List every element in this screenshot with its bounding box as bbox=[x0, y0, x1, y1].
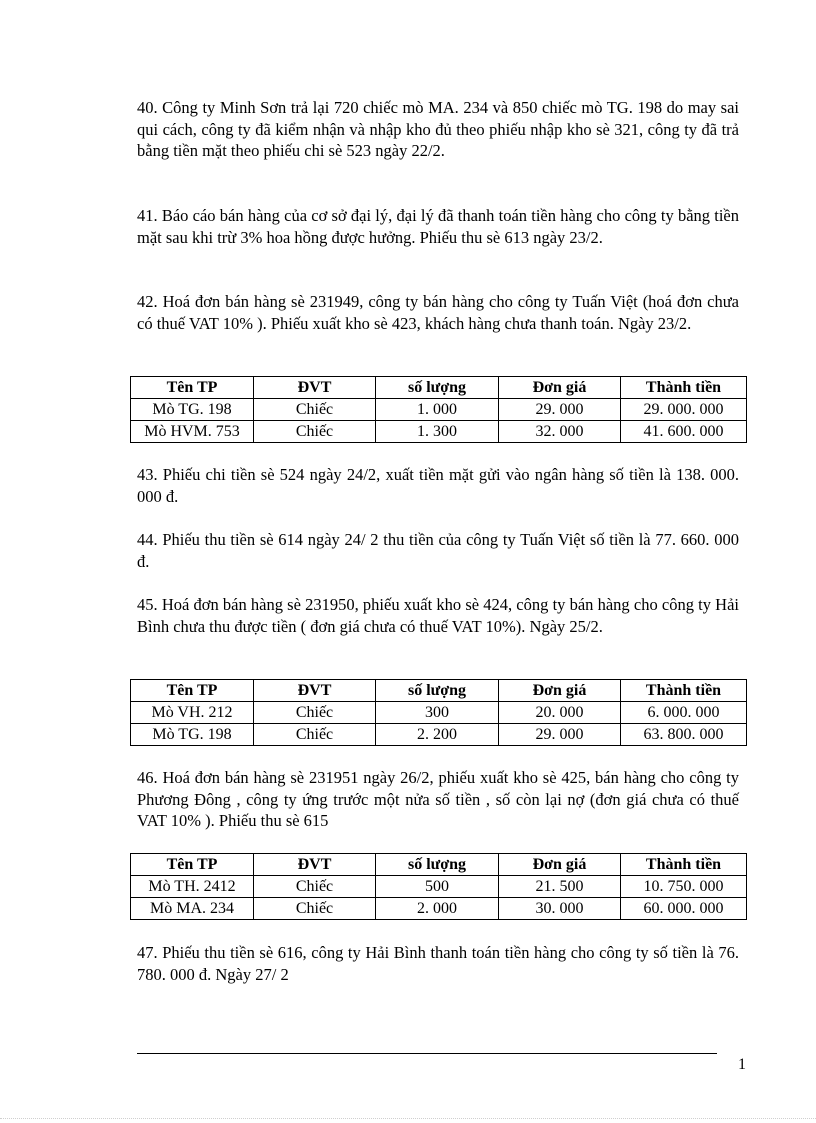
table-row bbox=[131, 898, 747, 920]
paragraph-44: 44. Phiếu thu tiền sè 614 ngày 24/ 2 thu tiền của công ty Tuấn Việt số tiền là 77. 660. 000 đ. bbox=[137, 530, 739, 571]
col-header-price: Đơn giá bbox=[499, 377, 621, 399]
paragraph-45: 45. Hoá đơn bán hàng sè 231950, phiếu xuất kho sè 424, công ty bán hàng cho công ty Hải Bình chưa thu được tiền ( đơn giá chưa có thuế VAT 10%). Ngày 25/2. bbox=[137, 595, 739, 636]
cell-name: Mò TH. 2412 bbox=[131, 876, 254, 898]
cell-name: Mò VH. 212 bbox=[131, 702, 254, 724]
paragraph-47: 47. Phiếu thu tiền sè 616, công ty Hải Bình thanh toán tiền hàng cho công ty số tiền là 76. 780. 000 đ. Ngày 27/ 2 bbox=[137, 943, 739, 984]
paragraph-42: 42. Hoá đơn bán hàng sè 231949, công ty bán hàng cho công ty Tuấn Việt (hoá đơn chưa có thuế VAT 10% ). Phiếu xuất kho sè 423, khách hàng chưa thanh toán. Ngày 23/2. bbox=[137, 292, 739, 333]
goods-table-3 bbox=[130, 853, 747, 920]
cell-name: Mò TG. 198 bbox=[131, 724, 254, 746]
col-header-unit: ĐVT bbox=[254, 377, 376, 399]
col-header-unit: ĐVT bbox=[254, 680, 376, 702]
table-row bbox=[131, 724, 747, 746]
col-header-total: Thành tiền bbox=[621, 680, 747, 702]
cell-name: Mò TG. 198 bbox=[131, 399, 254, 421]
cell-name: Mò MA. 234 bbox=[131, 898, 254, 920]
col-header-qty: số lượng bbox=[376, 377, 499, 399]
col-header-name: Tên TP bbox=[131, 680, 254, 702]
table-row bbox=[131, 421, 747, 443]
page-number: 1 bbox=[738, 1056, 746, 1073]
col-header-qty: số lượng bbox=[376, 854, 499, 876]
cell-price: 29. 000 bbox=[499, 399, 621, 421]
col-header-qty: số lượng bbox=[376, 680, 499, 702]
col-header-price: Đơn giá bbox=[499, 680, 621, 702]
cell-unit: Chiếc bbox=[254, 702, 376, 724]
paragraph-46: 46. Hoá đơn bán hàng sè 231951 ngày 26/2, phiếu xuất kho sè 425, bán hàng cho công ty Phương Đông , công ty ứng trước một nửa số tiền , số còn lại nợ (đơn giá chưa có thuế VAT 10% ). Phiếu thu sè 615 bbox=[137, 768, 739, 830]
cell-price: 21. 500 bbox=[499, 876, 621, 898]
table-row bbox=[131, 399, 747, 421]
goods-table-2 bbox=[130, 679, 747, 746]
table-header-row bbox=[131, 854, 747, 876]
cell-price: 20. 000 bbox=[499, 702, 621, 724]
cell-price: 32. 000 bbox=[499, 421, 621, 443]
cell-unit: Chiếc bbox=[254, 399, 376, 421]
col-header-unit: ĐVT bbox=[254, 854, 376, 876]
cell-qty: 1. 300 bbox=[376, 421, 499, 443]
table-header-row bbox=[131, 680, 747, 702]
cell-total: 41. 600. 000 bbox=[621, 421, 747, 443]
col-header-price: Đơn giá bbox=[499, 854, 621, 876]
col-header-total: Thành tiền bbox=[621, 377, 747, 399]
cell-price: 29. 000 bbox=[499, 724, 621, 746]
table-row bbox=[131, 702, 747, 724]
cell-name: Mò HVM. 753 bbox=[131, 421, 254, 443]
cell-total: 29. 000. 000 bbox=[621, 399, 747, 421]
cell-qty: 2. 200 bbox=[376, 724, 499, 746]
cell-unit: Chiếc bbox=[254, 421, 376, 443]
cell-total: 63. 800. 000 bbox=[621, 724, 747, 746]
cell-qty: 300 bbox=[376, 702, 499, 724]
cell-total: 10. 750. 000 bbox=[621, 876, 747, 898]
cell-qty: 2. 000 bbox=[376, 898, 499, 920]
cell-total: 60. 000. 000 bbox=[621, 898, 747, 920]
col-header-total: Thành tiền bbox=[621, 854, 747, 876]
page-break-dots bbox=[0, 1118, 816, 1119]
cell-qty: 500 bbox=[376, 876, 499, 898]
cell-unit: Chiếc bbox=[254, 898, 376, 920]
cell-unit: Chiếc bbox=[254, 724, 376, 746]
footer-divider bbox=[137, 1053, 717, 1054]
goods-table-1 bbox=[130, 376, 747, 443]
cell-price: 30. 000 bbox=[499, 898, 621, 920]
col-header-name: Tên TP bbox=[131, 854, 254, 876]
col-header-name: Tên TP bbox=[131, 377, 254, 399]
table-row bbox=[131, 876, 747, 898]
cell-total: 6. 000. 000 bbox=[621, 702, 747, 724]
paragraph-40: 40. Công ty Minh Sơn trả lại 720 chiếc mò MA. 234 và 850 chiếc mò TG. 198 do may sai qui cách, công ty đã kiểm nhận và nhập kho đủ theo phiếu nhập kho sè 321, công ty đã trả bằng tiền mặt theo phiếu chi sè 523 ngày 22/2. bbox=[137, 98, 739, 160]
cell-qty: 1. 000 bbox=[376, 399, 499, 421]
table-header-row bbox=[131, 377, 747, 399]
cell-unit: Chiếc bbox=[254, 876, 376, 898]
paragraph-43: 43. Phiếu chi tiền sè 524 ngày 24/2, xuất tiền mặt gửi vào ngân hàng số tiền là 138. 000. 000 đ. bbox=[137, 465, 739, 506]
paragraph-41: 41. Báo cáo bán hàng của cơ sở đại lý, đại lý đã thanh toán tiền hàng cho công ty bằng tiền mặt sau khi trừ 3% hoa hồng được hưởng. Phiếu thu sè 613 ngày 23/2. bbox=[137, 206, 739, 247]
